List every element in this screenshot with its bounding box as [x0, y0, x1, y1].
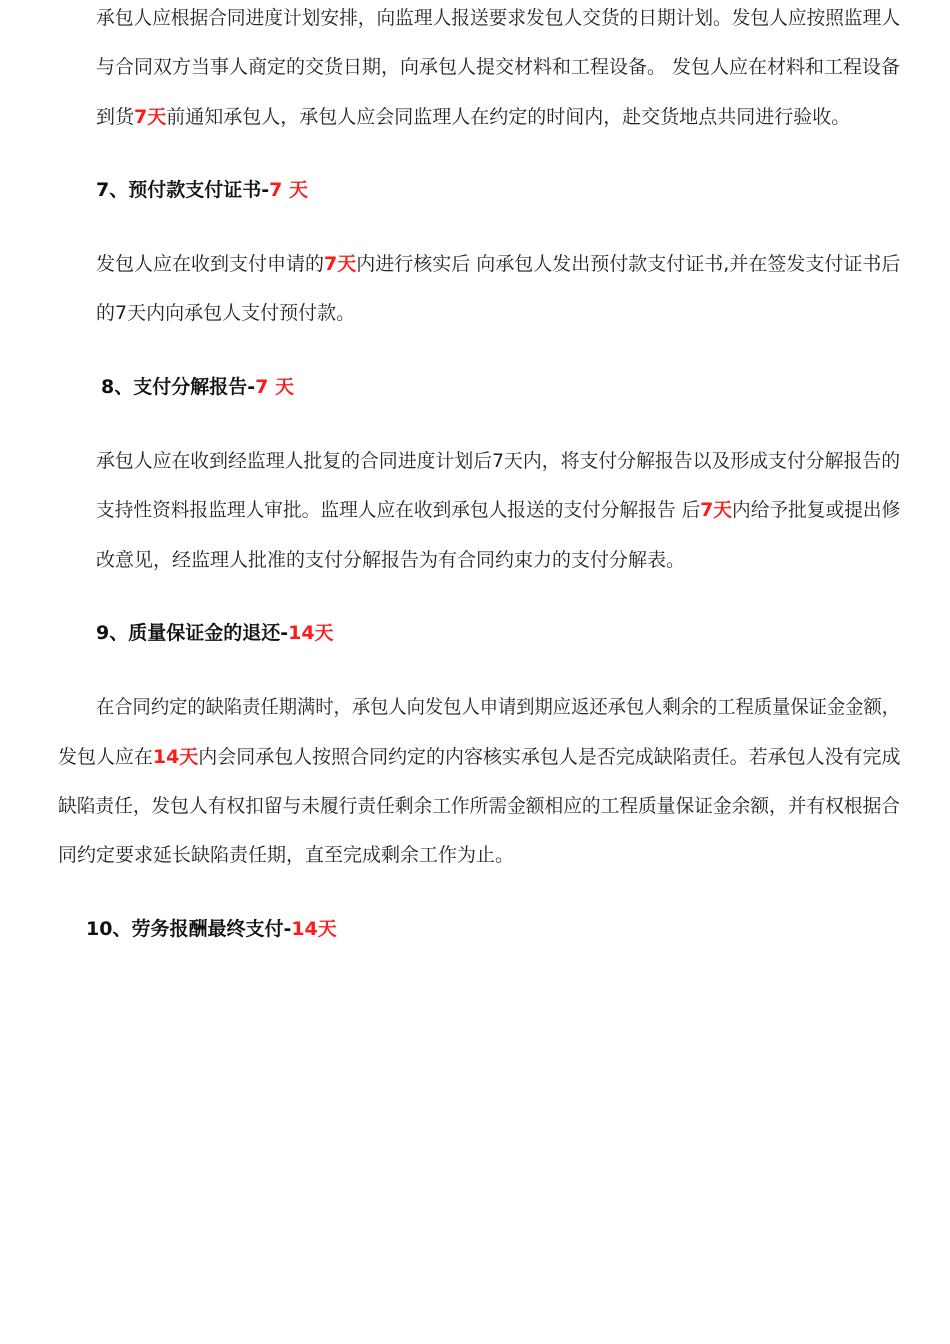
- section-9-days: 14天: [288, 622, 334, 644]
- section-7-heading: [96, 178, 308, 202]
- text-run: 发包人应在: [58, 746, 153, 768]
- text-run: 在合同约定的缺陷责任期满时，承包人向发包人申请到期应返还承包人剩余的工程质量保证金金额，: [96, 696, 900, 718]
- text-run: 承包人应根据合同进度计划安排，向监理人报送要求发包人交货的日期计划。发包人应按照监理人: [96, 7, 901, 29]
- section-7-days: 7 天: [269, 179, 308, 201]
- text-run: 到货: [96, 106, 135, 128]
- section-9-paragraph-line-2: [58, 745, 900, 769]
- section-9-paragraph-line-3: [58, 794, 900, 818]
- text-run: 同约定要求延长缺陷责任期，直至完成剩余工作为止。: [58, 844, 515, 866]
- text-run: 内进行核实后 向承包人发出预付款支付证书,并在签发支付证书后: [356, 253, 901, 275]
- text-run: 内给予批复或提出修: [732, 499, 901, 521]
- section-9-paragraph-line-1: [96, 695, 900, 719]
- highlighted-days: 14天: [152, 746, 199, 768]
- text-run: 内会同承包人按照合同约定的内容核实承包人是否完成缺陷责任。若承包人没有完成: [198, 746, 901, 768]
- section-8-paragraph-line-1: [96, 449, 900, 473]
- section-7-paragraph-line-2: [96, 301, 355, 325]
- highlighted-days: 7天: [324, 253, 357, 275]
- top-paragraph-line-3: [96, 105, 850, 129]
- section-10-heading: [86, 917, 337, 941]
- text-run: 与合同双方当事人商定的交货日期，向承包人提交材料和工程设备。 发包人应在材料和工程设备: [96, 56, 901, 78]
- section-8-heading: [101, 375, 294, 399]
- text-run: 改意见，经监理人批准的支付分解报告为有合同约束力的支付分解表。: [96, 549, 686, 571]
- top-paragraph-line-1: [96, 6, 900, 30]
- section-10-days: 14天: [291, 918, 337, 940]
- section-8-paragraph-line-3: [96, 548, 685, 572]
- text-run: 支持性资料报监理人审批。监理人应在收到承包人报送的支付分解报告 后: [96, 499, 701, 521]
- top-paragraph-line-2: [96, 55, 900, 79]
- section-8-days: 7 天: [255, 376, 294, 398]
- text-run: 缺陷责任，发包人有权扣留与未履行责任剩余工作所需金额相应的工程质量保证金余额，并有权根据合: [58, 795, 901, 817]
- section-9-title: 9、质量保证金的退还-: [96, 622, 289, 644]
- section-7-paragraph-line-1: [96, 252, 900, 276]
- section-9-paragraph-line-4: [58, 843, 514, 867]
- text-run: 前通知承包人，承包人应会同监理人在约定的时间内，赴交货地点共同进行验收。: [166, 106, 851, 128]
- section-7-title: 7、预付款支付证书-: [96, 179, 270, 201]
- text-run: 承包人应在收到经监理人批复的合同进度计划后7天内，将支付分解报告以及形成支付分解报告的: [96, 450, 901, 472]
- text-run: 发包人应在收到支付申请的: [96, 253, 325, 275]
- highlighted-days: 7天: [700, 499, 733, 521]
- section-8-paragraph-line-2: [96, 498, 900, 522]
- highlighted-days: 7天: [134, 106, 167, 128]
- section-9-heading: [96, 621, 334, 645]
- section-8-title: 8、支付分解报告-: [101, 376, 256, 398]
- text-run: 的7天内向承包人支付预付款。: [96, 302, 356, 324]
- section-10-title: 10、劳务报酬最终支付-: [86, 918, 292, 940]
